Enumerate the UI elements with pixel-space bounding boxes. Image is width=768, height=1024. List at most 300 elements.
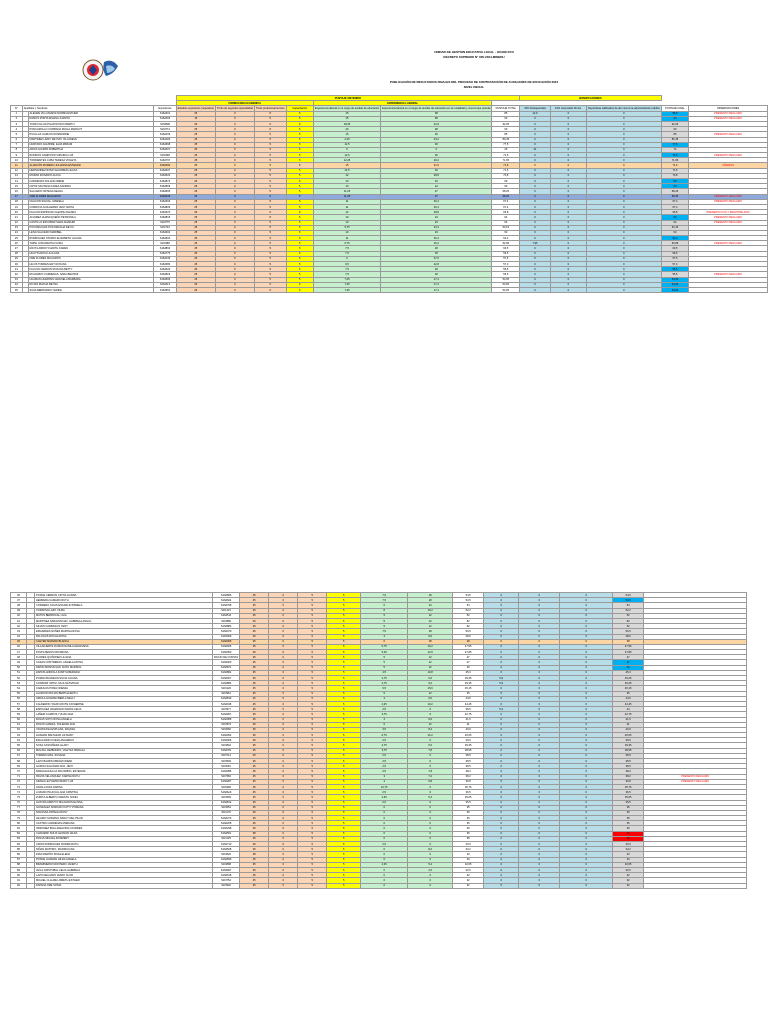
- row-exp-aux: 2,25: [361, 795, 408, 800]
- row-number: 19: [11, 204, 23, 209]
- row-capacitacion: 5: [327, 743, 361, 748]
- row-exp-aux: 7,5: [361, 598, 408, 603]
- row-exp-mod: 6: [408, 790, 453, 795]
- row-titulo-prof: 5: [298, 810, 327, 815]
- row-name: MARTINEZ SARAVANCHO, GABRIELA ANGUL: [35, 618, 213, 623]
- row-capacitacion: 5: [327, 707, 361, 712]
- row-exp-mod: 29,4: [381, 158, 492, 163]
- row-puntaje-final: 64: [661, 220, 688, 225]
- row-titulo-prof: 5: [298, 769, 327, 774]
- row-number: 7: [11, 142, 23, 147]
- row-puntaje-final: 32: [613, 873, 644, 878]
- row-exp-mod: 18: [381, 251, 492, 256]
- row-observaciones: PRESENTO RECLAMO: [689, 194, 768, 199]
- row-estudios: 25: [240, 707, 269, 712]
- row-deportistas: 0: [560, 670, 613, 675]
- row-number: 5: [11, 132, 23, 137]
- row-exp-mod: 0: [408, 821, 453, 826]
- row-titulo-prof: 5: [298, 743, 327, 748]
- row-puntaje-final: 70,8: [661, 173, 688, 178]
- row-expediente: S16d904: [154, 230, 176, 235]
- row-puntaje-final: 35,5: [613, 800, 644, 805]
- row-capacitacion: 5: [286, 173, 313, 178]
- row-exp-mod: 38: [381, 111, 492, 116]
- row-exp-mod: 30: [381, 153, 492, 158]
- row-capacitacion: 5: [327, 764, 361, 769]
- row-titulo2: 0: [215, 262, 254, 267]
- row-number: 83: [11, 836, 27, 841]
- row-expediente: S16d236: [154, 194, 176, 199]
- row-deportistas: 0: [560, 593, 613, 598]
- row-deportistas: 0: [586, 256, 661, 261]
- row-titulo2: 0: [215, 220, 254, 225]
- band-bonificaciones: BONIFICACIONES: [520, 96, 662, 101]
- row-ffaa: 0: [550, 230, 586, 235]
- row-expediente: S16d070: [213, 629, 240, 634]
- row-titulo2: 0: [269, 598, 298, 603]
- row-ffaa: 0: [519, 743, 560, 748]
- row-titulo2: 0: [269, 701, 298, 706]
- row-exp-mod: 26,4: [381, 236, 492, 241]
- row-puntaje-total: 54,5: [453, 598, 484, 603]
- row-observaciones: PRESENTO RECLAMO: [689, 215, 768, 220]
- row-deportistas: 0: [560, 769, 613, 774]
- row-puntaje-total: 70,8: [492, 173, 520, 178]
- row-discapacidad: 0: [520, 199, 551, 204]
- row-exp-mod: 0: [408, 852, 453, 857]
- row-capacitacion: 5: [327, 634, 361, 639]
- row-deportistas: 0: [560, 774, 613, 779]
- row-number: 58: [11, 707, 27, 712]
- row-puntaje-total: 33,5: [453, 842, 484, 847]
- row-capacitacion: 5: [327, 857, 361, 862]
- row-exp-mod: 36: [381, 132, 492, 137]
- row-titulo2: 0: [269, 738, 298, 743]
- row-expediente: S1f1176: [213, 810, 240, 815]
- row-exp-aux: 0: [361, 805, 408, 810]
- header-decree: DECRETO SUPREMO N° 005-2024-MINEDU: [443, 55, 505, 59]
- row-estudios: 25: [240, 593, 269, 598]
- row-capacitacion: 5: [286, 267, 313, 272]
- row-ffaa: 0: [519, 790, 560, 795]
- row-puntaje-final: 32,65: [613, 862, 644, 867]
- row-name: HUAYRA ARROYO MILAGROS ELISNA: [35, 800, 213, 805]
- row-deportistas: 0: [560, 821, 613, 826]
- row-estudios: 25: [240, 618, 269, 623]
- row-deportistas: 0: [560, 867, 613, 872]
- row-number: 27: [11, 246, 23, 251]
- row-deportistas: 0: [560, 847, 613, 852]
- row-exp-mod: 9,6: [408, 696, 453, 701]
- row-name: PONCE HUAMAN HILDA ANGELA: [35, 857, 213, 862]
- row-exp-aux: 10: [313, 215, 380, 220]
- row-discapacidad: 0: [520, 282, 551, 287]
- row-name: CALDERON YAURI MAYTE KATHERINE: [35, 701, 213, 706]
- row-number: 16: [11, 189, 23, 194]
- row-discapacidad: 0: [520, 173, 551, 178]
- row-name: LOZANO PAUCCAL ANA CRISTINA: [35, 790, 213, 795]
- row-number: 38: [11, 603, 27, 608]
- row-exp-aux: 7,25: [313, 277, 380, 282]
- header-unit: UNIDAD DE GESTION EDUCATIVA LOCAL - HUANCAYO: [434, 50, 514, 54]
- row-exp-aux: 8: [361, 608, 408, 613]
- row-name: MARTINEZ LIMAY DEYSSY VILLANEVA: [28, 137, 154, 142]
- row-puntaje-total: 42,75: [453, 712, 484, 717]
- row-exp-mod: 9,6: [408, 717, 453, 722]
- row-titulo2: 0: [269, 774, 298, 779]
- row-titulo2: 0: [269, 857, 298, 862]
- row-name: ALARCÓN ROMERO JULIANNA ESTEFANI: [28, 163, 154, 168]
- row-name: ZURITA ALBERTO GRESTH SONIA: [35, 795, 213, 800]
- row-deportistas: 0: [586, 282, 661, 287]
- row-expediente: S1f1125: [213, 836, 240, 841]
- band-formacion: FORMACION ACADEMICA: [176, 101, 313, 106]
- row-name: FALCON CERRON ROXANA BETTY: [28, 267, 154, 272]
- row-puntaje-final: 47: [613, 660, 644, 665]
- row-puntaje-final: 39,5: [613, 738, 644, 743]
- row-deportistas: 0: [560, 795, 613, 800]
- row-puntaje-total: 39,35: [453, 681, 484, 686]
- row-titulo-prof: 5: [254, 127, 286, 132]
- row-discapacidad: 0: [484, 862, 519, 867]
- row-exp-aux: 7,25: [313, 282, 380, 287]
- row-puntaje-final: 40,9: [613, 727, 644, 732]
- row-puntaje-final: 45,25: [613, 676, 644, 681]
- row-name: TORRIENTES CUBA TERESA VIOLETA: [28, 158, 154, 163]
- row-puntaje-final: 35: [613, 810, 644, 815]
- row-expediente: S16d050: [213, 650, 240, 655]
- row-titulo-prof: 5: [254, 287, 286, 292]
- row-titulo-prof: 5: [254, 241, 286, 246]
- row-estudios: 25: [240, 676, 269, 681]
- row-name: ZAPATA ANDIOLA KORITH BERNASI: [35, 670, 213, 675]
- row-titulo-prof: 5: [298, 842, 327, 847]
- row-exp-mod: 17,4: [381, 282, 492, 287]
- row-deportistas: 0: [586, 230, 661, 235]
- row-capacitacion: 5: [286, 225, 313, 230]
- row-titulo2: 0: [269, 644, 298, 649]
- row-titulo-prof: 5: [298, 867, 327, 872]
- row-discapacidad: 0: [520, 158, 551, 163]
- row-expediente: S16d815: [154, 215, 176, 220]
- row-exp-mod: 6: [408, 753, 453, 758]
- row-titulo2: 0: [269, 810, 298, 815]
- row-puntaje-total: 71,6: [492, 163, 520, 168]
- row-expediente: S16d109: [154, 132, 176, 137]
- row-exp-aux: 5,25: [361, 650, 408, 655]
- row-expediente: S16d719: [213, 842, 240, 847]
- row-estudios: 25: [176, 277, 215, 282]
- row-estudios: 25: [176, 267, 215, 272]
- row-puntaje-final: 59,5: [661, 251, 688, 256]
- row-titulo-prof: 5: [254, 215, 286, 220]
- row-titulo-prof: 5: [298, 618, 327, 623]
- row-deportistas: 0: [586, 153, 661, 158]
- row-titulo-prof: 5: [254, 194, 286, 199]
- row-puntaje-total: 52,95: [492, 241, 520, 246]
- row-exp-aux: 0: [361, 883, 408, 888]
- row-expediente: S1f3808: [154, 121, 176, 126]
- row-puntaje-total: 41,6: [453, 717, 484, 722]
- row-number: 3: [11, 121, 23, 126]
- row-titulo-prof: 5: [254, 256, 286, 261]
- row-titulo2: 0: [215, 111, 254, 116]
- row-exp-mod: 30: [381, 168, 492, 173]
- row-estudios: 25: [176, 111, 215, 116]
- row-name: NIÑAN MATTIRO, MAXIMILIANA: [35, 847, 213, 852]
- row-expediente: S1f3714: [213, 753, 240, 758]
- row-exp-aux: 5: [361, 655, 408, 660]
- row-capacitacion: 5: [286, 168, 313, 173]
- row-deportistas: 0: [560, 655, 613, 660]
- row-discapacidad: 0: [520, 184, 551, 189]
- row-expediente: S16d006: [213, 644, 240, 649]
- row-capacitacion: 5: [327, 691, 361, 696]
- row-deportistas: 0: [560, 629, 613, 634]
- row-discapacidad: 0: [520, 230, 551, 235]
- row-discapacidad: 0: [484, 857, 519, 862]
- row-deportistas: 0: [560, 790, 613, 795]
- row-expediente: S16d797: [154, 158, 176, 163]
- row-puntaje-total: 64: [492, 215, 520, 220]
- row-exp-mod: 18: [408, 598, 453, 603]
- row-exp-mod: 18: [381, 272, 492, 277]
- row-puntaje-final: 48: [613, 639, 644, 644]
- row-ffaa: 0: [550, 267, 586, 272]
- row-expediente: S16d781: [213, 748, 240, 753]
- row-puntaje-final: 35: [613, 805, 644, 810]
- row-name: ROJAS MACHA REYNA: [28, 282, 154, 287]
- row-deportistas: 0: [560, 779, 613, 784]
- col-deportistas: Deportistas calificados de alto nivel a la administración pública: [587, 106, 660, 110]
- row-exp-aux: 2,5: [361, 769, 408, 774]
- row-titulo2: 0: [269, 764, 298, 769]
- row-titulo-prof: 5: [298, 857, 327, 862]
- row-name: CARDENAS SOLANO IRENE: [28, 179, 154, 184]
- row-capacitacion: 5: [327, 795, 361, 800]
- row-ffaa: 0: [519, 753, 560, 758]
- row-puntaje-total: 35,65: [453, 795, 484, 800]
- row-estudios: 25: [240, 681, 269, 686]
- row-deportistas: 0: [560, 810, 613, 815]
- row-estudios: 25: [240, 753, 269, 758]
- row-capacitacion: 5: [286, 287, 313, 292]
- row-deportistas: 0: [560, 753, 613, 758]
- row-ffaa: 0: [550, 142, 586, 147]
- row-titulo2: 0: [269, 717, 298, 722]
- row-number: 85: [11, 847, 27, 852]
- row-exp-mod: 0: [408, 857, 453, 862]
- row-exp-mod: 43,2: [381, 137, 492, 142]
- row-name: ESPIGUEZ VALERIANO MARIA CELIA: [35, 707, 213, 712]
- row-deportistas: 0: [586, 163, 661, 168]
- row-capacitacion: 5: [286, 127, 313, 132]
- row-number: 49: [11, 660, 27, 665]
- row-expediente: S16d266: [154, 199, 176, 204]
- row-exp-mod: 6: [408, 738, 453, 743]
- row-name: HILARIO SORIANO NANCY DEL PILAR: [35, 816, 213, 821]
- row-exp-aux: 15: [313, 132, 380, 137]
- row-ffaa: 0: [519, 660, 560, 665]
- row-puntaje-final: 44: [613, 707, 644, 712]
- row-capacitacion: 5: [327, 618, 361, 623]
- row-name: HUAMAN BALTAZAR LIZ MARY: [35, 733, 213, 738]
- row-number: 30: [11, 262, 23, 267]
- row-expediente: S16d871: [213, 665, 240, 670]
- row-titulo2: 0: [269, 634, 298, 639]
- row-discapacidad: 0: [520, 116, 551, 121]
- row-puntaje-total: 33,2: [453, 847, 484, 852]
- row-estudios: 25: [240, 867, 269, 872]
- row-exp-aux: 0: [361, 867, 408, 872]
- row-puntaje-final: 67,4: [661, 204, 688, 209]
- row-expediente: S16d528: [213, 847, 240, 852]
- row-expediente: S16d007: [154, 147, 176, 152]
- row-titulo2: 0: [215, 158, 254, 163]
- row-expediente: S16d624: [213, 598, 240, 603]
- row-number: 29: [11, 256, 23, 261]
- row-deportistas: 0: [560, 618, 613, 623]
- row-ffaa: 0: [519, 634, 560, 639]
- row-exp-aux: 6,75: [361, 733, 408, 738]
- row-capacitacion: 5: [286, 184, 313, 189]
- row-exp-mod: 24: [381, 184, 492, 189]
- row-titulo2: 0: [269, 660, 298, 665]
- row-titulo2: 0: [215, 121, 254, 126]
- row-number: 42: [11, 624, 27, 629]
- row-capacitacion: 5: [327, 753, 361, 758]
- row-estudios: 25: [176, 230, 215, 235]
- row-name: CARHUAS POMA NOEMIA: [35, 686, 213, 691]
- row-deportistas: 0: [560, 842, 613, 847]
- row-number: 34: [11, 282, 23, 287]
- row-ffaa: 0: [519, 727, 560, 732]
- row-puntaje-total: 47: [453, 660, 484, 665]
- row-deportistas: 0: [560, 624, 613, 629]
- row-discapacidad: 0: [484, 867, 519, 872]
- row-exp-aux: 0: [361, 821, 408, 826]
- row-estudios: 25: [240, 769, 269, 774]
- col-capacitacion: Capacitación: [286, 106, 313, 111]
- row-number: 37: [11, 598, 27, 603]
- row-titulo-prof: 5: [298, 712, 327, 717]
- row-ffaa: 0: [519, 655, 560, 660]
- row-ffaa: 0: [519, 784, 560, 789]
- row-puntaje-total: 44,45: [453, 701, 484, 706]
- row-titulo-prof: 5: [298, 831, 327, 836]
- row-puntaje-final: 46: [613, 665, 644, 670]
- row-puntaje-final: 54: [613, 603, 644, 608]
- row-puntaje-total: 57,3: [492, 262, 520, 267]
- row-exp-mod: 17,4: [381, 277, 492, 282]
- row-deportistas: 0: [586, 189, 661, 194]
- row-exp-aux: 9,5: [313, 262, 380, 267]
- row-capacitacion: 5: [327, 816, 361, 821]
- row-titulo2: 0: [269, 878, 298, 883]
- row-titulo-prof: 5: [254, 163, 286, 168]
- row-discapacidad: 0: [484, 831, 519, 836]
- row-expediente: S1f4968: [154, 153, 176, 158]
- row-puntaje-final: 32: [613, 878, 644, 883]
- row-deportistas: 0: [586, 272, 661, 277]
- row-exp-mod: 0: [408, 878, 453, 883]
- row-titulo2: 0: [269, 821, 298, 826]
- row-capacitacion: 5: [286, 158, 313, 163]
- row-puntaje-final: 57,6: [661, 256, 688, 261]
- row-estudios: 25: [240, 784, 269, 789]
- row-puntaje-total: 57,6: [492, 256, 520, 261]
- row-deportistas: 0: [560, 717, 613, 722]
- row-observaciones: PRESENTO RECLAMO: [689, 153, 768, 158]
- row-exp-mod: 9,6: [408, 634, 453, 639]
- row-estudios: 25: [240, 608, 269, 613]
- row-puntaje-total: 33: [453, 857, 484, 862]
- row-puntaje-total: 32: [453, 873, 484, 878]
- row-titulo-prof: 5: [254, 220, 286, 225]
- row-estudios: 25: [176, 262, 215, 267]
- row-puntaje-total: 38,5: [453, 759, 484, 764]
- row-number: 50: [11, 665, 27, 670]
- row-titulo2: 0: [269, 686, 298, 691]
- row-puntaje-total: 67,4: [492, 204, 520, 209]
- col-exp-aux: Experiencia laboral en el cargo de auxiliar de educación: [314, 106, 380, 110]
- row-capacitacion: 5: [286, 251, 313, 256]
- row-puntaje-total: 32,5: [453, 867, 484, 872]
- row-exp-mod: 0: [408, 826, 453, 831]
- row-exp-aux: 0: [361, 826, 408, 831]
- row-discapacidad: 0: [484, 852, 519, 857]
- row-exp-aux: 12: [313, 173, 380, 178]
- row-capacitacion: 5: [286, 147, 313, 152]
- row-titulo2: 0: [215, 251, 254, 256]
- row-ffaa: 0: [550, 220, 586, 225]
- row-ffaa: 0: [519, 795, 560, 800]
- row-puntaje-final: 55,5: [661, 267, 688, 272]
- row-puntaje-total: 86: [492, 111, 520, 116]
- row-puntaje-total: 52: [453, 613, 484, 618]
- row-puntaje-total: 92,05: [492, 121, 520, 126]
- row-discapacidad: 0: [520, 179, 551, 184]
- row-deportistas: 0: [586, 179, 661, 184]
- row-exp-aux: 0: [361, 878, 408, 883]
- row-titulo2: 0: [269, 836, 298, 841]
- row-number: 33: [11, 277, 23, 282]
- row-puntaje-total: 50,5: [453, 629, 484, 634]
- row-estudios: 25: [176, 204, 215, 209]
- row-capacitacion: 5: [327, 593, 361, 598]
- row-exp-aux: 10,75: [361, 784, 408, 789]
- row-puntaje-final: 69: [661, 179, 688, 184]
- row-name: PONCE CERRON CINTIA LIANNA: [35, 593, 213, 598]
- row-estudios: 25: [240, 660, 269, 665]
- row-puntaje-final: 54,5: [613, 593, 644, 598]
- row-deportistas: 0: [586, 215, 661, 220]
- row-titulo2: 0: [269, 873, 298, 878]
- row-discapacidad: 0: [520, 220, 551, 225]
- row-deportistas: 0: [586, 158, 661, 163]
- row-puntaje-final: 69: [661, 184, 688, 189]
- row-titulo2: 0: [269, 867, 298, 872]
- row-exp-mod: 8,4: [408, 727, 453, 732]
- row-puntaje-total: 77,5: [492, 142, 520, 147]
- row-expediente: S16f775: [154, 220, 176, 225]
- row-capacitacion: 5: [286, 121, 313, 126]
- row-discapacidad: 0: [484, 598, 519, 603]
- row-discapacidad: 0: [484, 883, 519, 888]
- row-puntaje-total: 80,45: [492, 137, 520, 142]
- row-exp-aux: 2,5: [361, 738, 408, 743]
- row-name: POCOMUCHIS POCOMUCHA DEYCI: [28, 225, 154, 230]
